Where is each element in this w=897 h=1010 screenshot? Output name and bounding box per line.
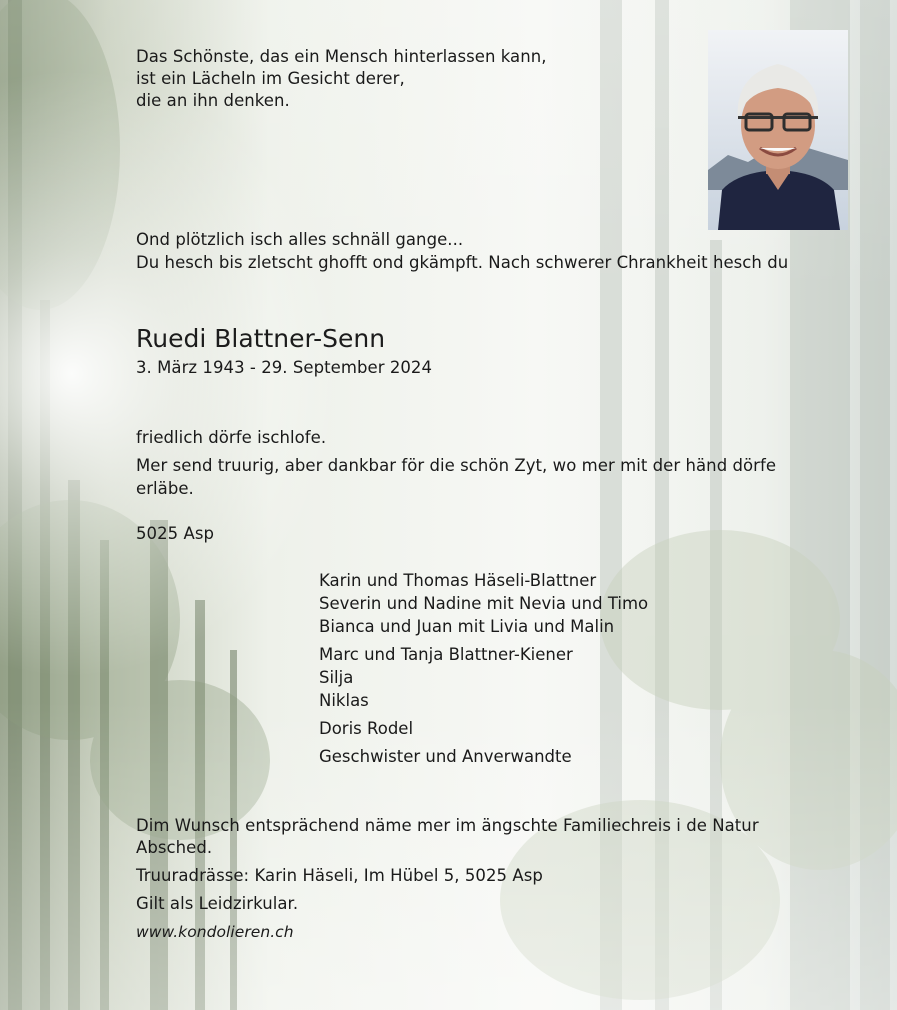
quote-line-2: ist ein Lächeln im Gesicht derer, — [136, 69, 405, 88]
life-dates: 3. März 1943 - 29. September 2024 — [136, 358, 433, 377]
portrait-photo — [708, 30, 848, 230]
family-member: Doris Rodel — [319, 719, 414, 738]
intro-line-1: Ond plötzlich isch alles schnäll gange... — [136, 230, 464, 249]
family-member: Bianca und Juan mit Livia und Malin — [319, 617, 615, 636]
wish-line-2: Absched. — [136, 838, 213, 857]
family-member: Geschwister und Anverwandte — [319, 747, 572, 766]
website-link[interactable]: www.kondolieren.ch — [136, 923, 294, 941]
body-line-2: Mer send truurig, aber dankbar för die schön Zyt, wo mer mit der händ dörfe — [136, 456, 777, 475]
family-member: Marc und Tanja Blattner-Kiener — [319, 645, 573, 664]
circular-note: Gilt als Leidzirkular. — [136, 894, 299, 913]
family-member: Karin und Thomas Häseli-Blattner — [319, 571, 597, 590]
mourning-address: Truuradrässe: Karin Häseli, Im Hübel 5, 5025 Asp — [136, 866, 543, 885]
family-member: Silja — [319, 668, 354, 687]
place: 5025 Asp — [136, 524, 214, 543]
body-line-1: friedlich dörfe ischlofe. — [136, 428, 327, 447]
wish-line-1: Dim Wunsch entsprächend näme mer im ängschte Familiechreis i de Natur — [136, 816, 759, 835]
intro-line-2: Du hesch bis zletscht ghofft ond gkämpft. Nach schwerer Chrankheit hesch du — [136, 253, 789, 272]
family-member: Severin und Nadine mit Nevia und Timo — [319, 594, 649, 613]
deceased-name: Ruedi Blattner-Senn — [136, 324, 386, 353]
quote-line-1: Das Schönste, das ein Mensch hinterlassen kann, — [136, 47, 547, 66]
quote-line-3: die an ihn denken. — [136, 91, 290, 110]
family-member: Niklas — [319, 691, 369, 710]
body-line-3: erläbe. — [136, 479, 194, 498]
